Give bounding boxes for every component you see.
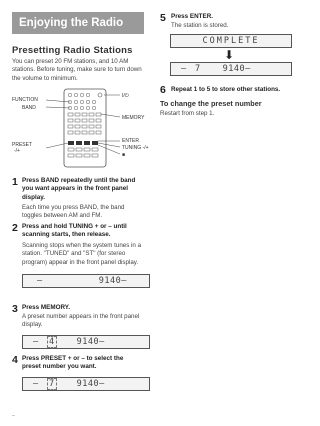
section-title: Enjoying the Radio xyxy=(19,17,124,29)
step-2-number: 2 xyxy=(12,222,18,234)
intro-text: You can preset 20 FM stations, and 10 AM stations. Before tuning, make sure to turn down the volume to minimum. xyxy=(12,58,142,82)
label-preset: PRESET xyxy=(12,142,33,148)
step-3-number: 3 xyxy=(12,303,18,315)
remote-illustration xyxy=(12,86,152,168)
label-preset-sign: -/+ xyxy=(14,148,20,154)
display-preset-7: – 7 9140– xyxy=(22,377,150,391)
label-power: I/⏻ xyxy=(122,93,129,99)
preset-number: 7 xyxy=(49,379,55,389)
label-band: BAND xyxy=(22,105,36,111)
label-enter: ENTER xyxy=(122,138,139,144)
preset-number: 4 xyxy=(49,337,55,347)
step-3-title: Press MEMORY. xyxy=(22,304,71,311)
display-stored: – 7 9140– xyxy=(170,62,292,76)
label-function: FUNCTION xyxy=(12,97,38,103)
step-6-title: Repeat 1 to 5 to store other stations. xyxy=(171,86,281,93)
label-memory: MEMORY xyxy=(122,115,145,121)
step-1-number: 1 xyxy=(12,176,18,188)
step-5-number: 5 xyxy=(160,12,166,24)
display-scanning: – 9140– xyxy=(22,274,150,288)
display-preset-4: – 4 9140– xyxy=(22,335,150,349)
step-1-title: Press BAND repeatedly until the band you want appears in the front panel display. xyxy=(22,177,136,201)
step-4-number: 4 xyxy=(12,354,18,366)
step-5-title: Press ENTER. xyxy=(171,13,213,20)
step-5-body: The station is stored. xyxy=(171,22,229,29)
step-3-body: A preset number appears in the front panel display. xyxy=(22,313,140,329)
label-stop: ■ xyxy=(122,152,126,158)
down-arrow-icon: ⬇ xyxy=(224,48,235,62)
step-2-body: Scanning stops when the system tunes in a station. "TUNED" and "ST" (for stereo program) appear in the front panel display. xyxy=(22,242,142,266)
display-complete: COMPLETE xyxy=(170,34,292,48)
step-2-title: Press and hold TUNING + or – until scanning starts, then release. xyxy=(22,223,127,239)
step-6-number: 6 xyxy=(160,84,166,96)
section-banner xyxy=(12,12,144,34)
sub-body: Restart from step 1. xyxy=(160,110,215,117)
step-1-body: Each time you press BAND, the band toggles between AM and FM. xyxy=(22,204,125,220)
label-tuning: TUNING -/+ xyxy=(122,145,149,151)
page-heading: Presetting Radio Stations xyxy=(12,45,133,56)
step-4-title: Press PRESET + or – to select the preset number you want. xyxy=(22,355,124,371)
page-number: – xyxy=(12,413,15,419)
sub-heading: To change the preset number xyxy=(160,99,262,108)
